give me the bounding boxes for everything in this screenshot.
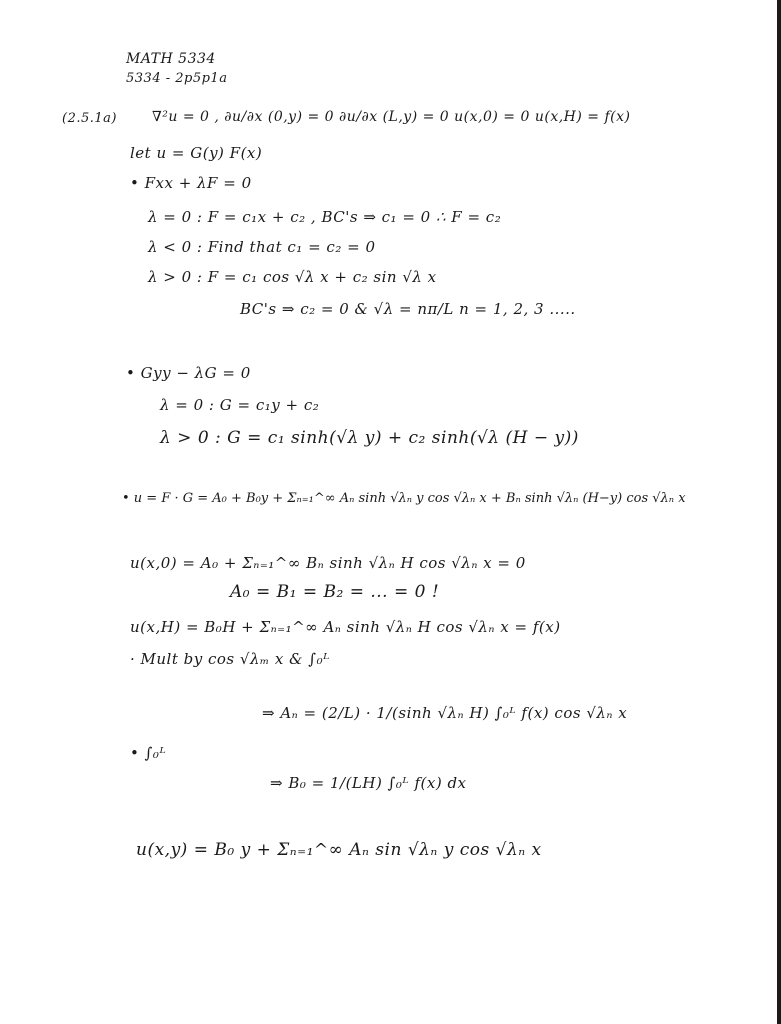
g-lambda-positive: λ > 0 : G = c₁ sinh(√λ y) + c₂ sinh(√λ (H − y)) [160, 428, 579, 448]
case-lambda-zero: λ = 0 : F = c₁x + c₂ , BC's ⇒ c₁ = 0 ∴ F = c₂ [148, 208, 502, 226]
f-ode: • Fxx + λF = 0 [130, 174, 252, 192]
problem-statement: ∇²u = 0 , ∂u/∂x (0,y) = 0 ∂u/∂x (L,y) = 0 u(x,0) = 0 u(x,H) = f(x) [152, 109, 631, 125]
scan-border [777, 0, 781, 1024]
separation-ansatz: let u = G(y) F(x) [130, 144, 263, 162]
coefficient-B0: ⇒ B₀ = 1/(LH) ∫₀ᴸ f(x) dx [270, 774, 467, 792]
case-lambda-negative: λ < 0 : Find that c₁ = c₂ = 0 [148, 238, 376, 256]
problem-label: (2.5.1a) [62, 111, 117, 126]
condition-u-x-0: u(x,0) = A₀ + Σₙ₌₁^∞ Bₙ sinh √λₙ H cos √λₙ x = 0 [130, 554, 526, 572]
g-lambda-zero: λ = 0 : G = c₁y + c₂ [160, 396, 320, 414]
coefficients-zero: A₀ = B₁ = B₂ = ... = 0 ! [230, 582, 440, 602]
problem-id: 5334 - 2p5p1a [126, 71, 228, 86]
condition-u-x-H: u(x,H) = B₀H + Σₙ₌₁^∞ Aₙ sinh √λₙ H cos √λₙ x = f(x) [130, 618, 561, 636]
general-solution-sum: • u = F · G = A₀ + B₀y + Σₙ₌₁^∞ Aₙ sinh √λₙ y cos √λₙ x + Bₙ sinh √λₙ (H−y) cos √λₙ x [122, 491, 686, 506]
final-solution: u(x,y) = B₀ y + Σₙ₌₁^∞ Aₙ sin √λₙ y cos √λₙ x [136, 840, 542, 860]
multiply-step: · Mult by cos √λₘ x & ∫₀ᴸ [130, 650, 330, 668]
g-ode: • Gyy − λG = 0 [126, 364, 251, 382]
case-lambda-positive: λ > 0 : F = c₁ cos √λ x + c₂ sin √λ x [148, 268, 437, 286]
boundary-conditions-result: BC's ⇒ c₂ = 0 & √λ = nπ/L n = 1, 2, 3 ..... [240, 300, 576, 318]
course-title: MATH 5334 [126, 51, 216, 67]
coefficient-An: ⇒ Aₙ = (2/L) · 1/(sinh √λₙ H) ∫₀ᴸ f(x) cos √λₙ x [262, 704, 628, 722]
integrate-step: • ∫₀ᴸ [130, 744, 167, 762]
